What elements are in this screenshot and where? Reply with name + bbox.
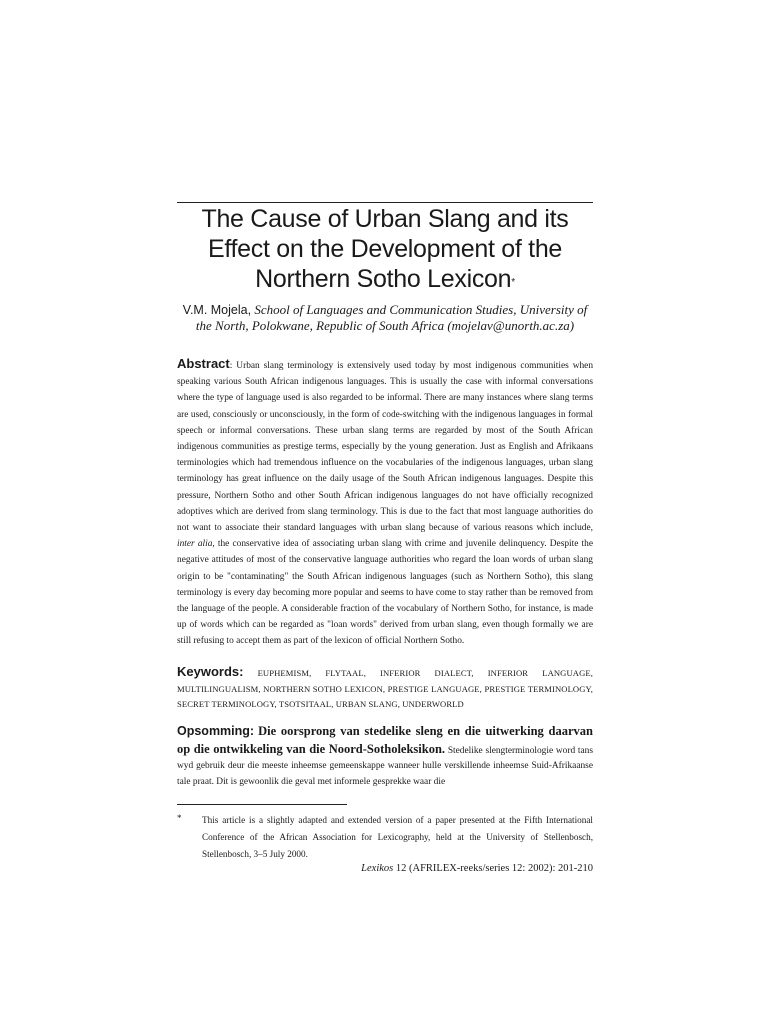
journal-name: Lexikos	[361, 863, 394, 874]
journal-citation	[361, 862, 593, 876]
footnote-text: This article is a slightly adapted and extended version of a paper presented at the Fifth International Conference of the African Association for Lexicography, held at the University of Stellenbosch, Stellenbosch, 3–5 July 2000.	[202, 815, 593, 859]
author-name: V.M. Mojela,	[182, 303, 252, 317]
abstract-text-part-2: , the conservative idea of associating urban slang with crime and juvenile delinquency. Despite the negative attitudes of most of the conservative language authorities who regard the loan words of urban slang origin to be "contaminating" the South African indigenous languages (such as Northern Sotho), this slang terminology is every day becoming more popular and seems to have come to stay rather than be removed from the language of the people. A considerable fraction of the vocabulary of Northern Sotho, for instance, is made up of words which can be regarded as "loan words" derived from urban slang, even though formally we are still refusing to accept them as part of the lexicon of official Northern Sotho.	[177, 539, 593, 647]
footnote	[177, 812, 593, 863]
abstract-italic-phrase: inter alia	[177, 539, 213, 550]
journal-details: 12 (AFRILEX-reeks/series 12: 2002): 201-210	[395, 863, 593, 874]
opsomming-heading: Die oorsprong van stedelike sleng en die uitwerking daarvan op die ontwikkeling van die Noord-Sotholeksikon.	[177, 724, 593, 756]
footnote-marker: *	[177, 813, 182, 823]
keywords-list: EUPHEMISM, FLYTAAL, INFERIOR DIALECT, INFERIOR LANGUAGE, MULTILINGUALISM, NORTHERN SOTHO LEXICON, PRESTIGE LANGUAGE, PRESTIGE TERMINOLOGY, SECRET TERMINOLOGY, TSOTSITAAL, URBAN SLANG, UNDERWORLD	[177, 668, 593, 709]
title-footnote-marker[interactable]: *	[511, 277, 515, 288]
abstract-separator: :	[229, 361, 233, 371]
title-line-1: The Cause of Urban Slang and its	[201, 205, 569, 233]
abstract-text-part-1: Urban slang terminology is extensively used today by most indigenous communities when speaking various South African indigenous languages. This is usually the case with informal conversations where the type of language used is also regarded to be informal. There are many instances where slang terms are used, consciously or unconsciously, in the form of code-switching with the indigenous languages in formal speech or informal conversations. These urban slang terms are regarded by most of the South African indigenous communities as prestige terms, especially by the young generation. Just as English and Afrikaans terminologies which had tremendous influence on the vocabularies of the indigenous languages, urban slang terminology has great influence on the daily usage of the South African indigenous languages. Despite this pressure, Northern Sotho and other South African indigenous languages do not have officially recognized adoptives which are derived from slang terminology. This is due to the fact that most language authorities do not want to associate their standard languages with urban slang because of various reasons which include,	[177, 361, 594, 534]
paper-page	[177, 0, 593, 1024]
author-block	[177, 302, 593, 334]
opsomming-label: Opsomming:	[177, 724, 255, 738]
abstract	[177, 356, 593, 650]
title-line-2: Effect on the Development of the	[207, 235, 563, 263]
top-rule	[177, 202, 593, 203]
paper-title	[177, 204, 593, 294]
footnote-rule	[177, 804, 347, 805]
keywords	[177, 664, 593, 713]
author-affiliation: School of Languages and Communication Studies, University of the North, Polokwane, Republic of South Africa (mojelav@unorth.ac.za)	[195, 302, 588, 333]
abstract-label: Abstract	[177, 356, 230, 371]
opsomming	[177, 724, 593, 788]
opsomming-text: Stedelike slengterminologie word tans wyd gebruik deur die meeste inheemse gemeenskappe wanneer hulle verskillende inheemse Suid-Afrikaanse tale praat. Dit is gewoonlik die geval met informele gesprekke waar die	[177, 745, 593, 787]
keywords-label: Keywords:	[177, 664, 244, 679]
title-line-3: Northern Sotho Lexicon	[255, 265, 512, 293]
